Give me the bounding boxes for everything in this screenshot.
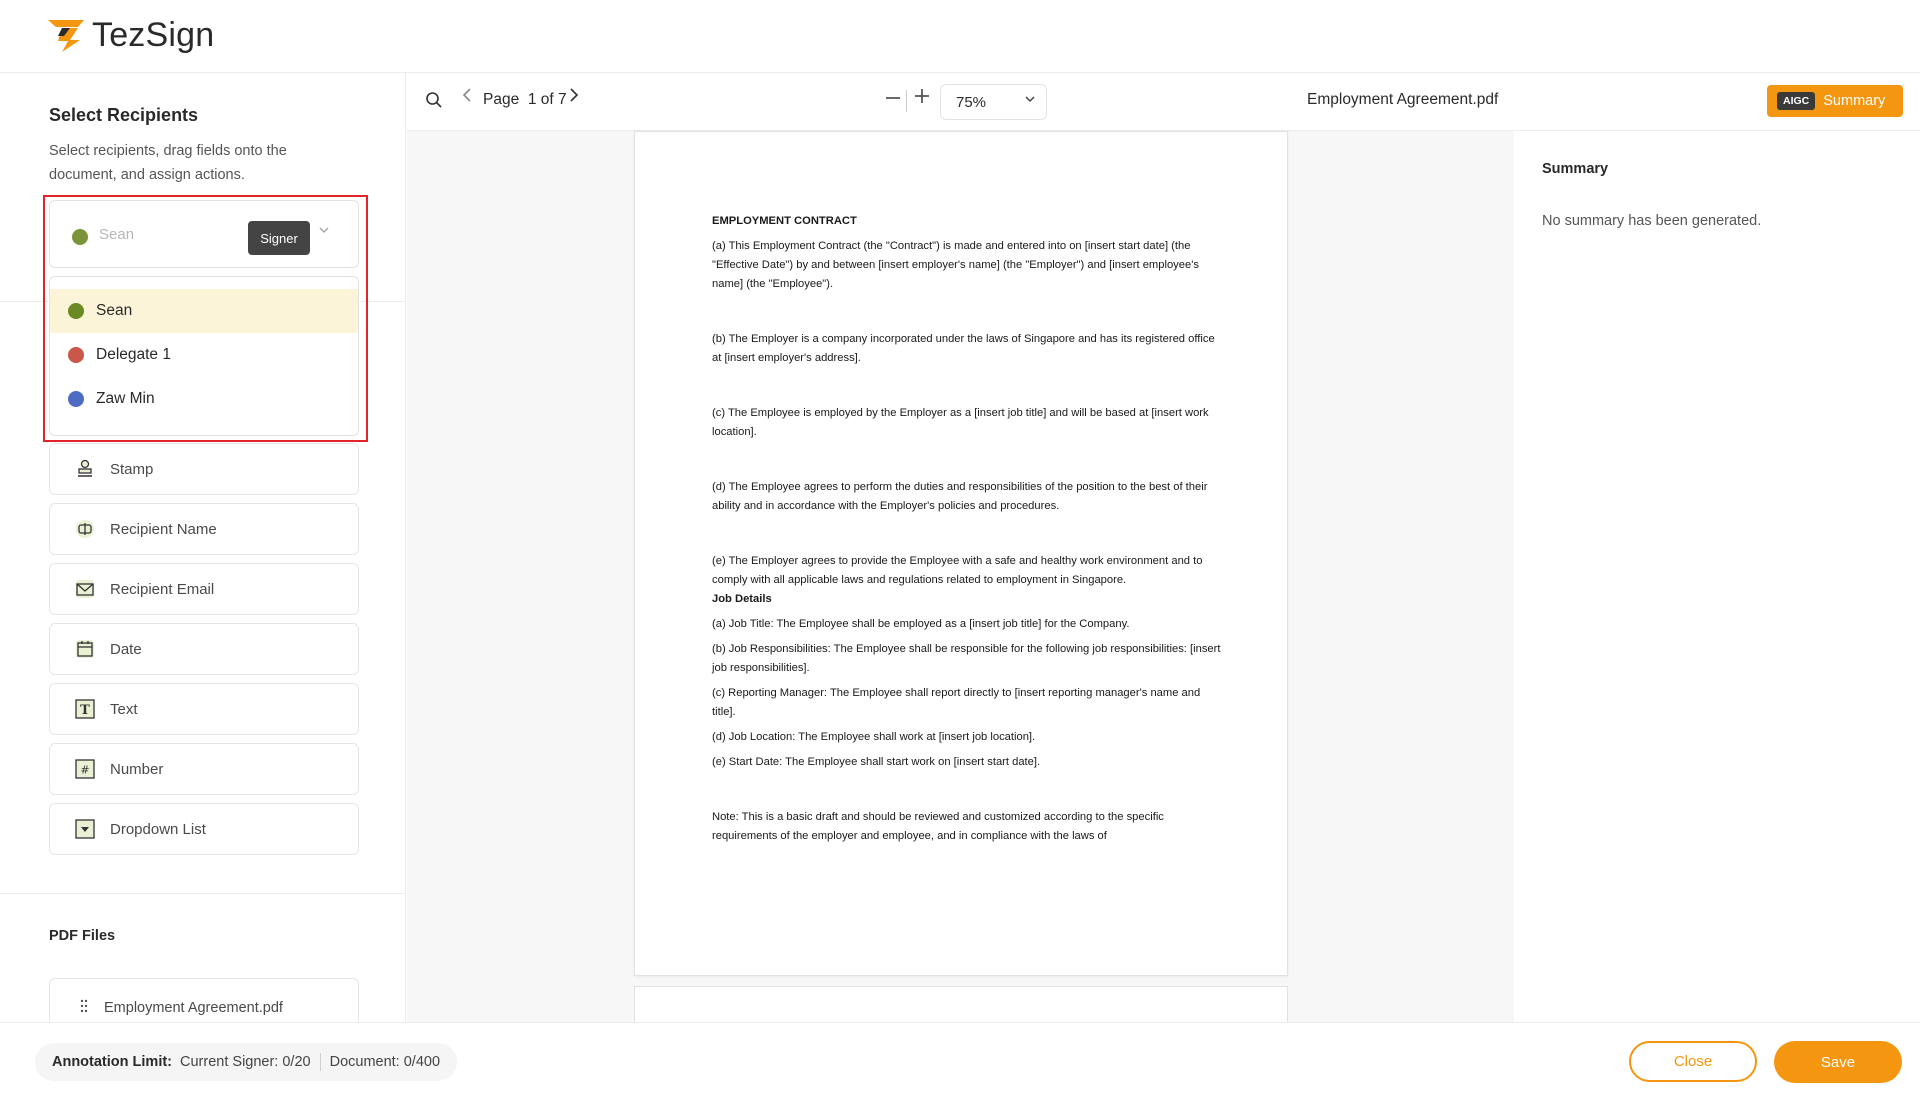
save-button[interactable]: Save <box>1774 1041 1902 1083</box>
dropdown-icon <box>74 818 96 840</box>
svg-text:T: T <box>80 703 90 718</box>
divider <box>0 893 406 894</box>
field-label: Text <box>110 700 138 718</box>
zoom-out-button[interactable] <box>885 87 901 113</box>
field-label: Recipient Name <box>110 520 217 538</box>
recipient-option-label: Zaw Min <box>96 390 155 407</box>
field-label: Number <box>110 760 164 778</box>
field-number[interactable] <box>49 743 359 795</box>
divider <box>320 1053 321 1071</box>
close-button[interactable]: Close <box>1629 1041 1757 1082</box>
field-recipient-email[interactable] <box>49 563 359 615</box>
summary-title: Summary <box>1542 161 1609 177</box>
viewer-toolbar <box>407 73 1514 131</box>
field-label: Date <box>110 640 142 658</box>
recipient-color-dot <box>72 229 88 245</box>
aigc-badge: AIGC <box>1777 92 1815 110</box>
document-paragraph: (a) This Employment Contract (the "Contract") is made and entered into on [insert start date] (the "Effective Date") by and between [insert employer's name] (the "Employer") and [insert employee's name] (the "Employee"). <box>712 240 1199 290</box>
top-bar <box>0 0 1920 73</box>
recipient-color-dot <box>68 303 84 319</box>
recipient-select[interactable] <box>49 200 359 268</box>
document-page-next[interactable] <box>634 986 1288 1022</box>
calendar-icon <box>74 638 96 660</box>
field-label: Dropdown List <box>110 820 206 838</box>
name-icon <box>74 518 96 540</box>
page-label: Page <box>483 91 520 108</box>
document-paragraph: (d) The Employee agrees to perform the duties and responsibilities of the position to the best of their ability and in accordance with the Employer's policies and procedures. <box>712 481 1208 512</box>
field-dropdown-list[interactable] <box>49 803 359 855</box>
document-content <box>712 212 1222 852</box>
document-page[interactable] <box>634 131 1288 976</box>
document-paragraph: (c) The Employee is employed by the Employer as a [insert job title] and will be based at [insert work location]. <box>712 407 1209 438</box>
field-recipient-name[interactable] <box>49 503 359 555</box>
summary-text: No summary has been generated. <box>1542 213 1762 229</box>
recipient-option-zaw-min[interactable] <box>50 377 358 421</box>
zoom-value: 75% <box>956 94 987 111</box>
document-filename: Employment Agreement.pdf <box>1307 91 1499 108</box>
recipient-option-delegate-1[interactable] <box>50 333 358 377</box>
chevron-down-icon[interactable] <box>318 223 330 239</box>
stamp-icon <box>74 458 96 480</box>
left-panel <box>0 73 406 1022</box>
selected-recipient-name: Sean <box>99 226 135 243</box>
summary-button[interactable] <box>1767 85 1903 117</box>
document-paragraph: (e) The Employer agrees to provide the Employee with a safe and healthy work environment and to comply with all applicable laws and regulations related to employment in Singapore. <box>712 555 1203 586</box>
right-panel-header <box>1515 73 1920 131</box>
role-badge[interactable]: Signer <box>248 221 310 255</box>
document-limit: Document: 0/400 <box>329 1054 441 1070</box>
annotation-limit-label: Annotation Limit: <box>52 1054 173 1070</box>
recipient-option-label: Sean <box>96 302 133 319</box>
recipient-dropdown-list <box>49 276 359 436</box>
section-description: Select recipients, drag fields onto the document, and assign actions. <box>49 143 287 183</box>
document-paragraph: (b) Job Responsibilities: The Employee shall be responsible for the following job responsibilities: [insert job responsibilities]. <box>712 643 1221 674</box>
page-indicator <box>483 91 567 109</box>
search-icon[interactable] <box>425 91 443 114</box>
recipient-option-label: Delegate 1 <box>96 346 171 363</box>
document-heading: EMPLOYMENT CONTRACT <box>712 215 857 227</box>
document-paragraph: Note: This is a basic draft and should be reviewed and customized according to the specific requirements of the employer and employee, and in compliance with the laws of <box>712 811 1164 842</box>
section-title: Select Recipients <box>49 105 199 125</box>
field-label: Recipient Email <box>110 580 215 598</box>
tezsign-logo-icon <box>48 20 86 52</box>
document-viewer <box>407 73 1514 1022</box>
document-paragraph: (c) Reporting Manager: The Employee shall report directly to [insert reporting manager's name and title]. <box>712 687 1201 718</box>
zoom-in-button[interactable] <box>913 85 931 113</box>
field-date[interactable] <box>49 623 359 675</box>
current-signer-limit: Current Signer: 0/20 <box>180 1054 311 1070</box>
email-icon <box>74 578 96 600</box>
document-paragraph: (e) Start Date: The Employee shall start work on [insert start date]. <box>712 756 1041 768</box>
app-name: TezSign <box>92 16 215 54</box>
pdf-file-item[interactable] <box>49 978 359 1022</box>
footer-bar <box>0 1022 1920 1100</box>
document-subheading: Job Details <box>712 593 772 605</box>
annotation-limit <box>35 1043 457 1081</box>
pdf-files-title: PDF Files <box>49 928 116 944</box>
divider <box>906 90 907 112</box>
drag-handle-icon[interactable] <box>80 999 88 1017</box>
app-logo[interactable] <box>48 16 214 55</box>
text-icon <box>74 698 96 720</box>
right-panel <box>1515 73 1920 1022</box>
field-text[interactable] <box>49 683 359 735</box>
pdf-file-name: Employment Agreement.pdf <box>104 1000 283 1016</box>
recipient-option-sean[interactable] <box>50 289 358 333</box>
document-paragraph: (d) Job Location: The Employee shall work at [insert job location]. <box>712 731 1036 743</box>
recipient-color-dot <box>68 391 84 407</box>
zoom-select[interactable] <box>940 84 1047 120</box>
document-paragraph: (b) The Employer is a company incorporated under the laws of Singapore and has its registered office at [insert employer's address]. <box>712 333 1215 364</box>
field-stamp[interactable] <box>49 443 359 495</box>
field-label: Stamp <box>110 460 154 478</box>
svg-text:#: # <box>80 763 90 777</box>
recipient-color-dot <box>68 347 84 363</box>
number-icon <box>74 758 96 780</box>
page-info: 1 of 7 <box>527 91 567 108</box>
summary-button-label: Summary <box>1823 93 1886 109</box>
document-paragraph: (a) Job Title: The Employee shall be employed as a [insert job title] for the Company. <box>712 618 1130 630</box>
previous-page-button[interactable] <box>462 87 472 108</box>
next-page-button[interactable] <box>569 87 579 108</box>
chevron-down-icon <box>1024 93 1036 108</box>
